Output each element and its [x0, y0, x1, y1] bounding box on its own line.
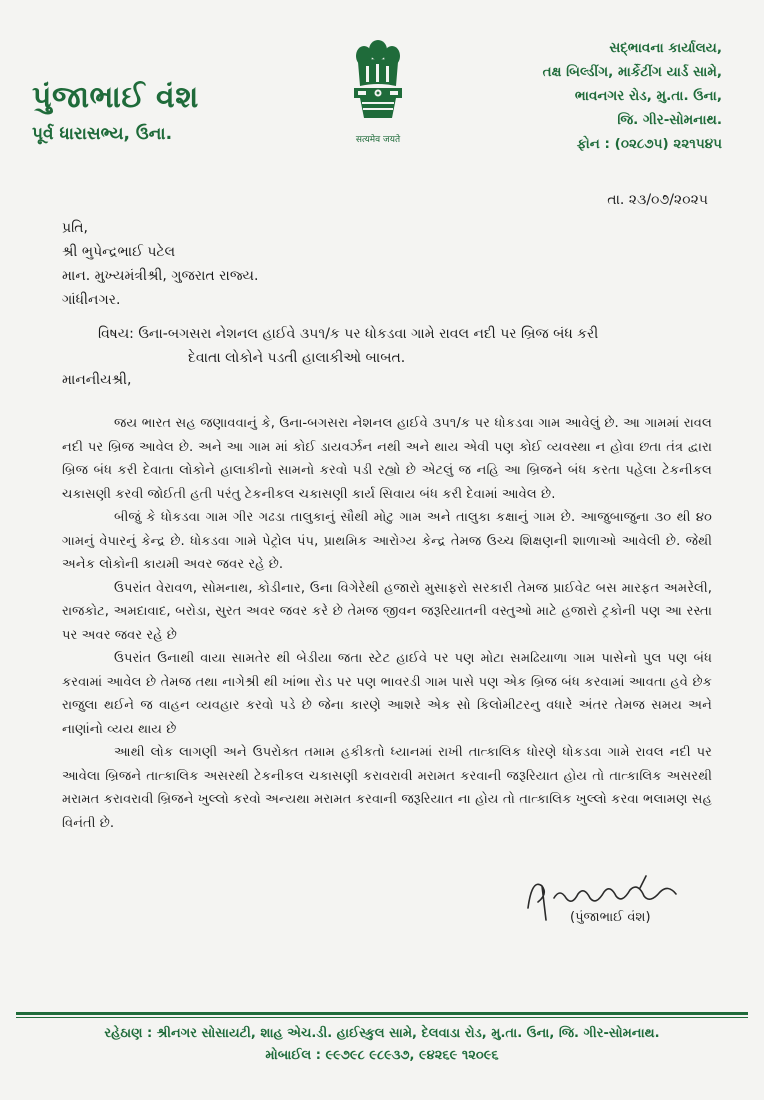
salutation: માનનીયશ્રી, — [62, 372, 132, 388]
national-emblem — [340, 36, 416, 152]
body-paragraph: જય ભારત સહ જણાવવાનું કે, ઉના-બગસરા નેશનલ હાઈવે ૩૫૧/ક પર ધોકડવા ગામ આવેલું છે. આ ગામમાં રાવલ નદી પર બ્રિજ આવેલ છે. અને આ ગામ માં કોઈ ડાયવર્ઝન નથી અને થાય એવી પણ કોઈ વ્યવસ્થા ન હોવા છતા તંત્ર દ્વારા બ્રિજ બંધ કરી દેવાતા લોકોને હાલાકીનો સામનો કરવો પડી રહ્યો છે એટલું જ નહિ આ બ્રિજને બંધ કરતા પહેલા ટેકનીકલ ચકાસણી કરવી જોઈતી હતી પરંતુ ટેકનીકલ ચકાસણી કાર્ય સિવાય બંધ કરી દેવામાં આવેલ છે. — [62, 416, 712, 502]
subject-line: દેવાતા લોકોને પડતી હાલાકીઓ બાબત. — [188, 350, 406, 366]
letterhead-designation: પૂર્વ ધારાસભ્ય, ઉના. — [32, 124, 173, 144]
body-paragraph: ઉપરાંત વેરાવળ, સોમનાથ, કોડીનાર, ઉના વિગેરેથી હજારો મુસાફરો સરકારી તેમજ પ્રાઈવેટ બસ મારફત અમરેલી, રાજકોટ, અમદાવાદ, બરોડા, સુરત અવર જવર કરે છે તેમજ જીવન જરૂરિયાતની વસ્તુઓ માટે હજારો ટ્રકોની પણ આ રસ્તા પર અવર જવર રહે છે — [62, 580, 712, 643]
subject-line: વિષય: ઉના-બગસરા નેશનલ હાઈવે ૩૫૧/ક પર ધોકડવા ગામે રાવલ નદી પર બ્રિજ બંધ કરી — [98, 326, 599, 342]
recipient-line: શ્રી ભુપેન્દ્રભાઈ પટેલ — [62, 244, 176, 260]
footer-divider — [16, 1012, 748, 1015]
recipient-line: ગાંધીનગર. — [62, 292, 121, 308]
letter-date: તા. ૨૩/૦૭/૨૦૨૫ — [607, 192, 708, 208]
subject-block — [98, 322, 718, 370]
footer-divider-thin — [16, 1017, 748, 1018]
letterhead-name: પુંજાભાઈ વંશ — [32, 80, 199, 115]
body-paragraph: બીજું કે ધોકડવા ગામ ગીર ગઢડા તાલુકાનું સૌથી મોટુ ગામ અને તાલુકા કક્ષાનું ગામ છે. આજુબાજુના ૩૦ થી ૪૦ ગામનું વેપારનું કેન્દ્ર છે. ધોકડવા ગામે પેટ્રોલ પંપ, પ્રાથમિક આરોગ્ય કેન્દ્ર તેમજ ઉચ્ચ શિક્ષણની શાળાઓ આવેલી છે. જેથી અનેક લોકોની કાયમી અવર જવર રહે છે. — [62, 510, 712, 572]
recipient-line: માન. મુખ્યમંત્રીશ્રી, ગુજરાત રાજ્ય. — [62, 268, 259, 284]
office-phone: ફોન : (૦૨૮૭૫) ૨૨૧૫૪૫ — [576, 136, 722, 152]
recipient-line: પ્રતિ, — [62, 220, 88, 236]
signatory-name: (પુંજાભાઈ વંશ) — [570, 910, 651, 925]
office-line: સદ્ભાવના કાર્યાલય, — [609, 40, 722, 56]
footer-residence: રહેઠાણ : શ્રીનગર સોસાયટી, શાહ એચ.ડી. હાઈસ્કુલ સામે, દેલવાડા રોડ, મુ.તા. ઉના, જિ. ગીર-સોમનાથ. — [104, 1026, 660, 1041]
lion-capital-icon — [340, 36, 416, 132]
emblem-motto: सत्यमेव जयते — [355, 135, 401, 145]
office-line: તક્ષ બિલ્ડીંગ, માર્કેટીંગ યાર્ડ સામે, — [542, 64, 722, 80]
office-address — [543, 36, 722, 156]
office-line: ભાવનગર રોડ, મુ.તા. ઉના, — [574, 88, 722, 104]
body-paragraph: આથી લોક લાગણી અને ઉપરોક્ત તમામ હકીકતો ધ્યાનમાં રાખી તાત્કાલિક ધોરણે ધોકડવા ગામે રાવલ નદી પર આવેલા બ્રિજને તાત્કાલિક અસરથી ટેકનીકલ ચકાસણી કરાવરાવી મરામત કરવાની જરૂરિયાત હોય તો તાત્કાલિક અસરથી મરામત કરાવરાવી બ્રિજને ખુલ્લો કરવો અન્યથા મરામત કરવાની જરૂરિયાત ના હોય તો તાત્કાલિક ખુલ્લો કરવા ભલામણ સહ વિનંતી છે. — [62, 745, 712, 831]
letter-body — [62, 412, 712, 835]
recipient-block — [62, 216, 258, 312]
body-paragraph: ઉપરાંત ઉનાથી વાયા સામતેર થી બેડીયા જતા સ્ટેટ હાઈવે પર પણ મોટા સમઢિયાળા ગામ પાસેનો પુલ પણ બંધ કરવામાં આવેલ છે તેમજ તથા નાગેશ્રી થી ખાંભા રોડ પર પણ ભાવરડી ગામ પાસે પણ એક બ્રિજ બંધ કરવામાં આવતા હવે છેક રાજુલા થઈને જ વાહન વ્યવહાર કરવો પડે છે જેના કારણે આશરે એક સો કિલોમીટરનુ વધારે અંતર તેમજ સમય અને નાણાંનો વ્યય થાય છે — [62, 651, 712, 737]
office-line: જિ. ગીર-સોમનાથ. — [617, 112, 722, 128]
footer-mobile: મોબાઈલ : ૯૯૭૯૮ ૯૮૯૩૭, ૯૪૨૬૯ ૧૨૦૯૬ — [265, 1048, 499, 1063]
